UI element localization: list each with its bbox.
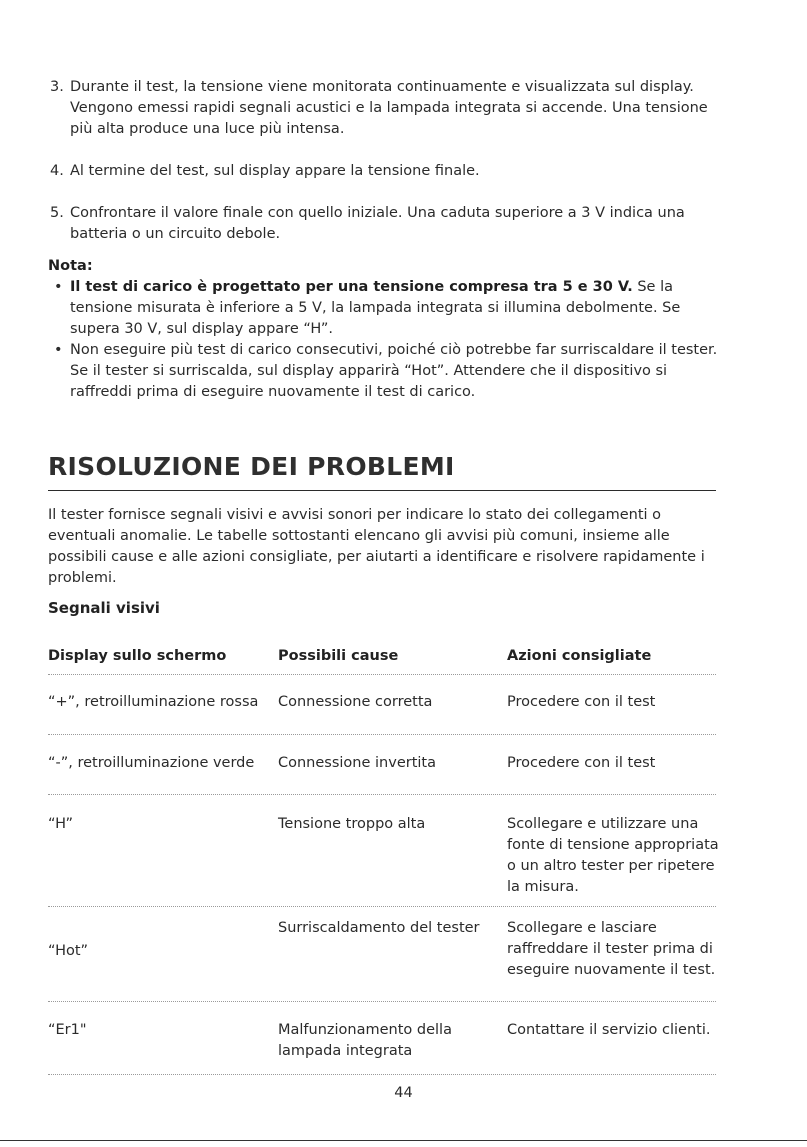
table-row xyxy=(48,1002,716,1075)
note-title: Nota: xyxy=(48,258,93,274)
table-cell-display: “-”, retroilluminazione verde xyxy=(48,755,255,771)
note-bold-text: Il test di carico è progettato per una tensione compresa tra 5 e 30 V. xyxy=(70,279,633,295)
table-row xyxy=(48,795,719,907)
table-cell-action: Procedere con il test xyxy=(507,755,656,771)
intro-paragraph: Il tester fornisce segnali visivi e avvisi sonori per indicare lo stato dei collegamenti o eventuali anomalie. Le tabelle sottostanti elencano gli avvisi più comuni, insieme alle possibili cause e alle azioni consigliate, per aiutarti a identificare e risolvere rapidamente i problemi. xyxy=(48,507,705,586)
note-item xyxy=(48,277,728,340)
table-cell-cause: Malfunzionamento della lampada integrata xyxy=(278,1022,452,1059)
bullet-icon: • xyxy=(54,279,63,295)
note-text: Non eseguire più test di carico consecutivi, poiché ciò potrebbe far surriscaldare il tester. Se il tester si surriscalda, sul display apparirà “Hot”. Attendere che il dispositivo si raffreddi prima di eseguire nuovamente il test di carico. xyxy=(70,342,718,400)
note-text: Se la tensione misurata è inferiore a 5 V, la lampada integrata si illumina debolmente. Se supera 30 V, sul display appare “H”. xyxy=(70,279,681,337)
step-number: 3. xyxy=(50,79,64,95)
table-header-cell: Azioni consigliate xyxy=(507,648,652,664)
steps-list xyxy=(48,77,728,266)
table-row xyxy=(48,735,716,795)
table-cell-action: Procedere con il test xyxy=(507,694,656,710)
note-item xyxy=(48,340,728,403)
table-cell-action: Scollegare e lasciare raffreddare il tester prima di eseguire nuovamente il test. xyxy=(507,920,716,978)
table-cell-cause: Tensione troppo alta xyxy=(278,816,426,832)
table-cell-cause: Connessione invertita xyxy=(278,755,436,771)
table-row xyxy=(48,675,716,735)
table-cell-action: Scollegare e utilizzare una fonte di tensione appropriata o un altro tester per ripetere la misura. xyxy=(507,816,719,895)
table-header-cell: Possibili cause xyxy=(278,648,399,664)
table-cell-action: Contattare il servizio clienti. xyxy=(507,1022,711,1038)
table-header-cell: Display sullo schermo xyxy=(48,648,227,664)
step-text: Al termine del test, sul display appare la tensione finale. xyxy=(70,163,480,179)
table-cell-cause: Surriscaldamento del tester xyxy=(278,920,480,936)
bottom-divider xyxy=(0,1140,807,1141)
table-cell-display: “Er1" xyxy=(48,1022,87,1038)
subheading: Segnali visivi xyxy=(48,599,160,617)
signals-table xyxy=(48,646,719,1075)
note-list xyxy=(48,277,728,403)
bullet-icon: • xyxy=(54,342,63,358)
step-text: Durante il test, la tensione viene monitorata continuamente e visualizzata sul display. Vengono emessi rapidi segnali acustici e la lampada integrata si accende. Una tensione più alta produce una luce più intensa. xyxy=(70,79,708,137)
table-cell-display: “H” xyxy=(48,816,74,832)
step-item xyxy=(48,77,728,140)
heading-divider xyxy=(48,490,716,491)
page-number: 44 xyxy=(394,1085,413,1101)
step-item xyxy=(48,203,728,245)
table-cell-display: “Hot” xyxy=(48,943,89,959)
table-header-row xyxy=(48,646,716,675)
step-item xyxy=(48,161,728,182)
step-number: 4. xyxy=(50,163,64,179)
step-number: 5. xyxy=(50,205,64,221)
table-cell-cause: Connessione corretta xyxy=(278,694,433,710)
step-text: Confrontare il valore finale con quello iniziale. Una caduta superiore a 3 V indica una batteria o un circuito debole. xyxy=(70,205,685,242)
table-row xyxy=(48,907,716,1002)
section-heading: RISOLUZIONE DEI PROBLEMI xyxy=(48,452,455,481)
table-cell-display: “+”, retroilluminazione rossa xyxy=(48,694,259,710)
